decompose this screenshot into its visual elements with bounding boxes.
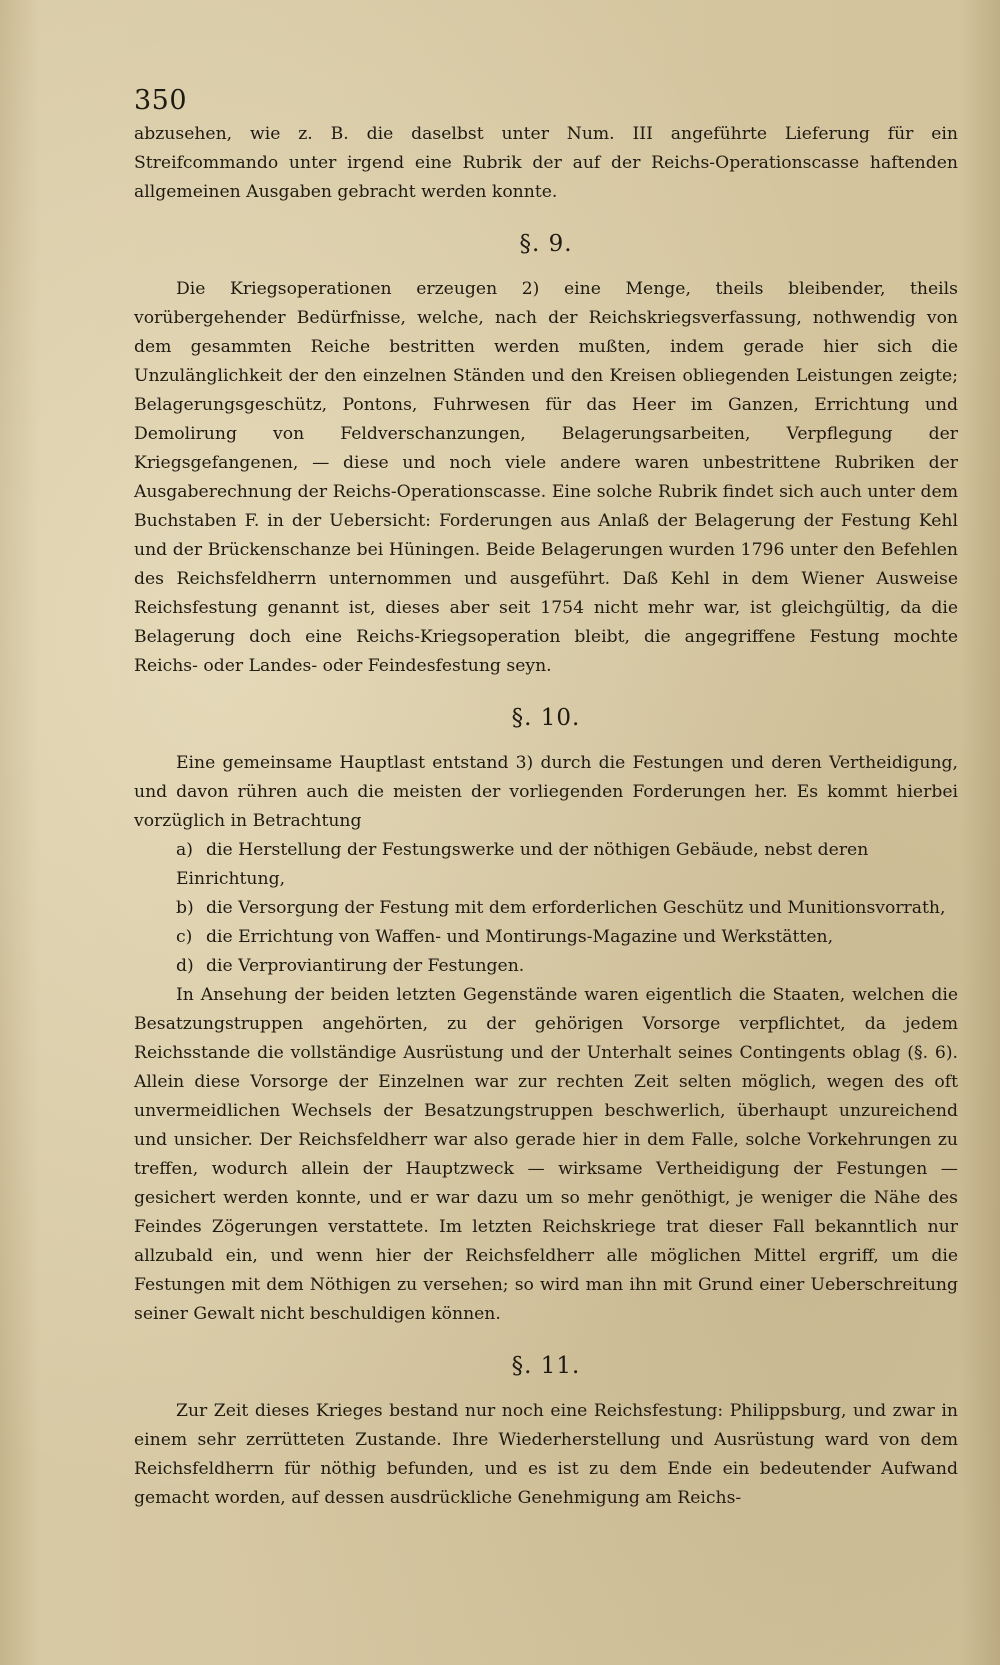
section-9-paragraph: Die Kriegsoperationen erzeugen 2) eine Menge, theils bleibender, theils vorübergehender Bedürfnisse, welche, nach der Reichskriegsverfassung, nothwendig von dem gesammten Reiche bestritten werden mußten, indem gerade hier sich die Unzulänglichkeit der den einzelnen Ständen und den Kreisen obliegenden Leistungen zeigte; Belagerungsgeschütz, Pontons, Fuhrwesen für das Heer im Ganzen, Errichtung und Demolirung von Feldverschanzungen, Belagerungsarbeiten, Verpflegung der Kriegsgefangenen, — diese und noch viele andere waren unbestrittene Rubriken der Ausgaberechnung der Reichs-Operationscasse. Eine solche Rubrik findet sich auch unter dem Buchstaben F. in der Uebersicht: Forderungen aus Anlaß der Belagerung der Festung Kehl und der Brückenschanze bei Hüningen. Beide Belagerungen wurden 1796 unter den Befehlen des Reichsfeldherrn unternommen und ausgeführt. Daß Kehl in dem Wiener Ausweise Reichsfestung genannt ist, dieses aber seit 1754 nicht mehr war, ist gleichgültig, da die Belagerung doch eine Reichs-Kriegsoperation bleibt, die angegriffene Festung mochte Reichs- oder Landes- oder Feindesfestung seyn.	[134, 279, 958, 676]
section-11-paragraph: Zur Zeit dieses Krieges bestand nur noch eine Reichsfestung: Philippsburg, und zwar in einem sehr zerrütteten Zustande. Ihre Wiederherstellung und Ausrüstung ward von dem Reichsfeldherrn für nöthig befunden, und es ist zu dem Ende ein bedeutender Aufwand gemacht worden, auf dessen ausdrückliche Genehmigung am Reichs-	[134, 1401, 958, 1508]
list-marker: b)	[176, 898, 194, 918]
list-marker: d)	[176, 956, 194, 976]
list-item-text: die Herstellung der Festungswerke und der nöthigen Gebäude, nebst deren Einrichtung,	[176, 840, 869, 889]
list-item	[134, 952, 958, 981]
list-item-text: die Verproviantirung der Festungen.	[206, 956, 525, 976]
enumerated-list	[134, 836, 958, 981]
section-10-closing-paragraph: In Ansehung der beiden letzten Gegenstände waren eigentlich die Staaten, welchen die Besatzungstruppen angehörten, zu der gehörigen Vorsorge verpflichtet, da jedem Reichsstande die vollständige Ausrüstung und der Unterhalt seines Contingents oblag (§. 6). Allein diese Vorsorge der Einzelnen war zur rechten Zeit selten möglich, wegen des oft unvermeidlichen Wechsels der Besatzungstruppen beschwerlich, überhaupt unzureichend und unsicher. Der Reichsfeldherr war also gerade hier in dem Falle, solche Vorkehrungen zu treffen, wodurch allein der Hauptzweck — wirksame Vertheidigung der Festungen — gesichert werden konnte, und er war dazu um so mehr genöthigt, je weniger die Nähe des Feindes Zögerungen verstattete. Im letzten Reichskriege trat dieser Fall bekanntlich nur allzubald ein, und wenn hier der Reichsfeldherr alle möglichen Mittel ergriff, um die Festungen mit dem Nöthigen zu versehen; so wird man ihn mit Grund einer Ueberschreitung seiner Gewalt nicht beschuldigen können.	[134, 985, 958, 1324]
section-heading-11: §. 11.	[511, 1353, 581, 1379]
section-heading-9: §. 9.	[519, 231, 573, 257]
list-item-text: die Errichtung von Waffen- und Montirungs-Magazine und Werkstätten,	[206, 927, 834, 947]
list-item	[134, 923, 958, 952]
list-item	[134, 836, 958, 894]
page-number: 350	[134, 85, 188, 116]
list-marker: c)	[176, 927, 193, 947]
list-item-text: die Versorgung der Festung mit dem erforderlichen Geschütz und Munitionsvorrath,	[206, 898, 946, 918]
list-item	[134, 894, 958, 923]
intro-paragraph: abzusehen, wie z. B. die daselbst unter Num. III angeführte Lieferung für ein Streifcommando unter irgend eine Rubrik der auf der Reichs-Operationscasse haftenden allgemeinen Ausgaben gebracht werden konnte.	[134, 124, 958, 202]
section-10-paragraph: Eine gemeinsame Hauptlast entstand 3) durch die Festungen und deren Vertheidigung, und davon rühren auch die meisten der vorliegenden Forderungen her. Es kommt hierbei vorzüglich in Betrachtung	[134, 753, 958, 831]
section-heading-10: §. 10.	[511, 705, 581, 731]
list-marker: a)	[176, 840, 193, 860]
